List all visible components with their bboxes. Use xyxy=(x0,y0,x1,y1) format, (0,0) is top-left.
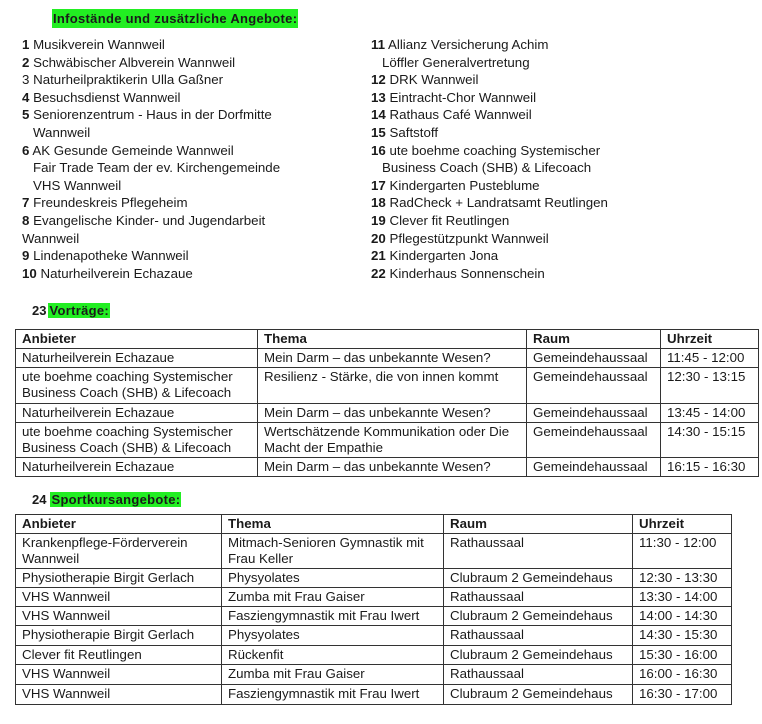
table-row xyxy=(16,646,732,665)
provider-cell: Naturheilverein Echazaue xyxy=(16,458,258,477)
list-item xyxy=(22,265,362,283)
provider-cell: VHS Wannweil xyxy=(16,665,222,685)
provider-cell: ute boehme coaching Systemischer Business Coach (SHB) & Lifecoach xyxy=(16,368,258,404)
topic-cell: Resilienz - Stärke, die von innen kommt xyxy=(258,368,527,404)
list-item-label: Lindenapotheke Wannweil xyxy=(33,248,189,264)
list-item xyxy=(371,194,761,212)
room-cell: Gemeindehaussaal xyxy=(527,368,661,404)
table-row xyxy=(16,569,732,588)
list-item xyxy=(22,54,362,72)
list-item xyxy=(22,142,362,160)
list-item-number: 11 xyxy=(371,37,386,52)
list-item-label: AK Gesunde Gemeinde Wannweil xyxy=(32,142,234,158)
list-item-label: RadCheck + Landratsamt Reutlingen xyxy=(389,195,608,211)
list-item xyxy=(371,36,761,54)
list-item-number: 19 xyxy=(371,212,386,228)
column-header: Raum xyxy=(444,515,633,534)
list-item-number: 22 xyxy=(371,265,386,281)
topic-cell: Rückenfit xyxy=(222,646,444,665)
list-item-number: 14 xyxy=(371,107,386,123)
column-header: Thema xyxy=(258,330,527,349)
list-item-label: Seniorenzentrum - Haus in der Dorfmitte xyxy=(33,107,272,123)
list-item-label: Pflegestützpunkt Wannweil xyxy=(389,230,549,246)
list-item-label: Musikverein Wannweil xyxy=(33,37,165,52)
list-item-number: 2 xyxy=(22,54,30,70)
table-row xyxy=(16,588,732,607)
list-item xyxy=(371,142,761,160)
room-cell: Rathaussaal xyxy=(444,665,633,685)
room-cell: Rathaussaal xyxy=(444,534,633,569)
list-item-number: 3 xyxy=(22,72,30,88)
time-cell: 15:30 - 16:00 xyxy=(633,646,732,665)
topic-cell: Mein Darm – das unbekannte Wesen? xyxy=(258,404,527,423)
list-item-number: 1 xyxy=(22,37,30,52)
time-cell: 14:00 - 14:30 xyxy=(633,607,732,626)
table-row xyxy=(16,665,732,685)
list-item xyxy=(371,212,761,230)
section-label: Sportkursangebote: xyxy=(51,492,181,507)
vortraege-table xyxy=(15,329,759,477)
list-item-label: Kindergarten Pusteblume xyxy=(389,177,540,193)
room-cell: Gemeindehaussaal xyxy=(527,404,661,423)
list-item-continuation: Fair Trade Team der ev. Kirchengemeinde xyxy=(33,160,281,176)
table-row xyxy=(16,607,732,626)
list-item xyxy=(22,71,362,89)
list-item-continuation: Wannweil xyxy=(33,124,91,140)
sportkurse-table xyxy=(15,514,732,705)
room-cell: Gemeindehaussaal xyxy=(527,423,661,458)
list-item-label: Allianz Versicherung Achim xyxy=(388,37,549,52)
time-cell: 12:30 - 13:30 xyxy=(633,569,732,588)
section-number: 24 xyxy=(32,492,47,507)
list-item xyxy=(22,89,362,107)
list-item-number: 5 xyxy=(22,107,30,123)
list-item-label: Saftstoff xyxy=(389,124,439,140)
room-cell: Clubraum 2 Gemeindehaus xyxy=(444,685,633,705)
topic-cell: Zumba mit Frau Gaiser xyxy=(222,588,444,607)
time-cell: 11:30 - 12:00 xyxy=(633,534,732,569)
list-item-number: 17 xyxy=(371,177,386,193)
list-item-number: 6 xyxy=(22,142,30,158)
list-item-label: ute boehme coaching Systemischer xyxy=(389,142,601,158)
list-item-label: Kindergarten Jona xyxy=(389,248,499,264)
provider-cell: Clever fit Reutlingen xyxy=(16,646,222,665)
section-vortraege-heading xyxy=(32,302,110,320)
list-item-label: Kinderhaus Sonnenschein xyxy=(389,265,545,281)
provider-cell: Naturheilverein Echazaue xyxy=(16,349,258,368)
table-row xyxy=(16,423,759,458)
provider-cell: VHS Wannweil xyxy=(16,588,222,607)
list-item-label: Freundeskreis Pflegeheim xyxy=(33,195,188,211)
list-item-label: Naturheilpraktikerin Ulla Gaßner xyxy=(33,72,224,88)
list-item-label: Rathaus Café Wannweil xyxy=(389,107,532,123)
list-item xyxy=(371,230,761,248)
time-cell: 14:30 - 15:30 xyxy=(633,626,732,646)
list-item xyxy=(22,36,362,54)
list-item-number: 7 xyxy=(22,195,30,211)
time-cell: 16:15 - 16:30 xyxy=(661,458,759,477)
list-item-number: 8 xyxy=(22,212,30,228)
list-item-number: 9 xyxy=(22,248,30,264)
page-title: Infostände und zusätzliche Angebote: xyxy=(53,11,298,26)
list-item xyxy=(22,106,362,124)
list-item xyxy=(22,212,362,230)
list-item xyxy=(371,89,761,107)
list-item-label: Besuchsdienst Wannweil xyxy=(33,89,181,105)
list-item xyxy=(371,106,761,124)
column-header: Anbieter xyxy=(16,330,258,349)
list-item xyxy=(371,247,761,265)
time-cell: 16:00 - 16:30 xyxy=(633,665,732,685)
list-item-number: 16 xyxy=(371,142,386,158)
list-item-label: Eintracht-Chor Wannweil xyxy=(389,89,537,105)
list-item-number: 21 xyxy=(371,248,386,264)
room-cell: Rathaussaal xyxy=(444,588,633,607)
column-header: Uhrzeit xyxy=(661,330,759,349)
table-header-row xyxy=(16,515,732,534)
section-label: Vorträge: xyxy=(49,303,109,318)
section-sportkurse-heading xyxy=(32,491,181,509)
time-cell: 14:30 - 15:15 xyxy=(661,423,759,458)
topic-cell: Mein Darm – das unbekannte Wesen? xyxy=(258,349,527,368)
provider-cell: VHS Wannweil xyxy=(16,685,222,705)
list-item xyxy=(22,194,362,212)
provider-cell: Naturheilverein Echazaue xyxy=(16,404,258,423)
list-item-number: 10 xyxy=(22,265,37,281)
room-cell: Clubraum 2 Gemeindehaus xyxy=(444,607,633,626)
list-item xyxy=(22,247,362,265)
provider-cell: Physiotherapie Birgit Gerlach xyxy=(16,569,222,588)
room-cell: Gemeindehaussaal xyxy=(527,458,661,477)
list-item-continuation: Wannweil xyxy=(22,230,80,246)
list-item-label: Naturheilverein Echazaue xyxy=(40,265,193,281)
table-row xyxy=(16,626,732,646)
section-number: 23 xyxy=(32,303,47,318)
list-item xyxy=(371,177,761,195)
list-item-number: 15 xyxy=(371,124,386,140)
time-cell: 16:30 - 17:00 xyxy=(633,685,732,705)
table-row xyxy=(16,458,759,477)
table-row xyxy=(16,404,759,423)
topic-cell: Mitmach-Senioren Gymnastik mit Frau Keller xyxy=(222,534,444,569)
table-row xyxy=(16,534,732,569)
room-cell: Clubraum 2 Gemeindehaus xyxy=(444,646,633,665)
topic-cell: Fasziengymnastik mit Frau Iwert xyxy=(222,607,444,626)
topic-cell: Zumba mit Frau Gaiser xyxy=(222,665,444,685)
room-cell: Gemeindehaussaal xyxy=(527,349,661,368)
time-cell: 13:45 - 14:00 xyxy=(661,404,759,423)
room-cell: Clubraum 2 Gemeindehaus xyxy=(444,569,633,588)
time-cell: 13:30 - 14:00 xyxy=(633,588,732,607)
list-item xyxy=(371,71,761,89)
provider-cell: ute boehme coaching Systemischer Business Coach (SHB) & Lifecoach xyxy=(16,423,258,458)
topic-cell: Physyolates xyxy=(222,569,444,588)
column-header: Raum xyxy=(527,330,661,349)
list-item xyxy=(371,265,761,283)
column-header: Uhrzeit xyxy=(633,515,732,534)
room-cell: Rathaussaal xyxy=(444,626,633,646)
exhibitor-list-right xyxy=(371,36,761,282)
list-item-number: 18 xyxy=(371,195,386,211)
list-item-number: 20 xyxy=(371,230,386,246)
list-item-number: 4 xyxy=(22,89,30,105)
exhibitor-list-left xyxy=(22,36,362,282)
time-cell: 11:45 - 12:00 xyxy=(661,349,759,368)
topic-cell: Wertschätzende Kommunikation oder Die Macht der Empathie xyxy=(258,423,527,458)
table-row xyxy=(16,685,732,705)
provider-cell: Physiotherapie Birgit Gerlach xyxy=(16,626,222,646)
table-row xyxy=(16,349,759,368)
list-item-label: Evangelische Kinder- und Jugendarbeit xyxy=(33,212,266,228)
list-item-continuation: Löffler Generalvertretung xyxy=(382,54,530,70)
list-item-label: DRK Wannweil xyxy=(389,72,479,88)
list-item xyxy=(371,124,761,142)
provider-cell: VHS Wannweil xyxy=(16,607,222,626)
column-header: Anbieter xyxy=(16,515,222,534)
list-item-number: 12 xyxy=(371,72,386,88)
topic-cell: Mein Darm – das unbekannte Wesen? xyxy=(258,458,527,477)
list-item-label: Schwäbischer Albverein Wannweil xyxy=(33,54,236,70)
time-cell: 12:30 - 13:15 xyxy=(661,368,759,404)
topic-cell: Physyolates xyxy=(222,626,444,646)
column-header: Thema xyxy=(222,515,444,534)
provider-cell: Krankenpflege-Förderverein Wannweil xyxy=(16,534,222,569)
topic-cell: Fasziengymnastik mit Frau Iwert xyxy=(222,685,444,705)
table-row xyxy=(16,368,759,404)
table-header-row xyxy=(16,330,759,349)
list-item-continuation: Business Coach (SHB) & Lifecoach xyxy=(382,160,592,176)
list-item-label: Clever fit Reutlingen xyxy=(389,212,510,228)
list-item-number: 13 xyxy=(371,89,386,105)
list-item-continuation: VHS Wannweil xyxy=(33,177,122,193)
